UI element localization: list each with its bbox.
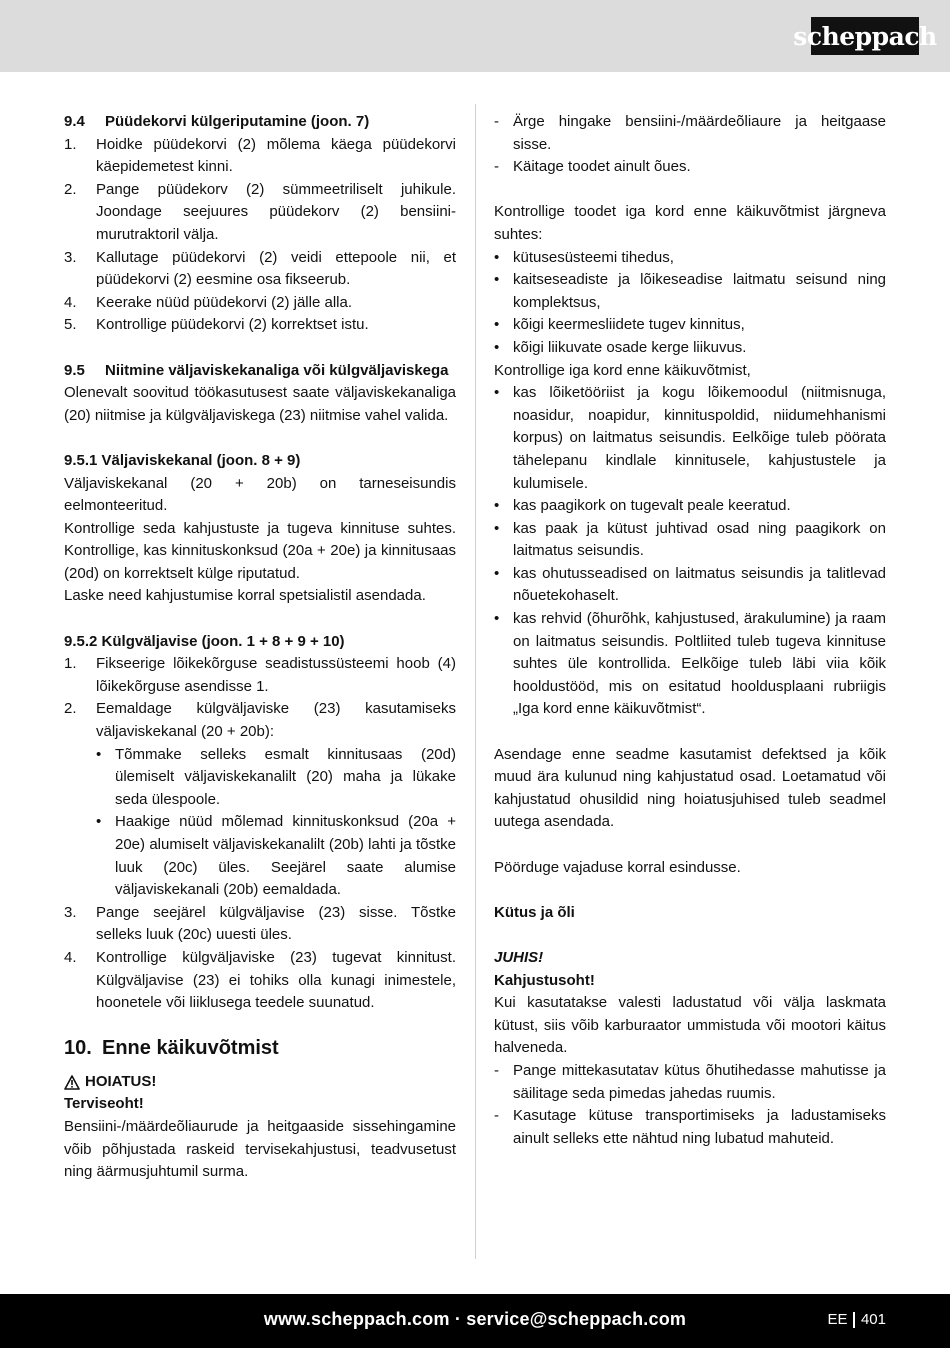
dash-marker: -: [494, 113, 499, 130]
section-heading-9-5-2: 9.5.2 Külgväljavise (joon. 1 + 8 + 9 + 10): [64, 632, 345, 650]
item-number: 1.: [64, 135, 77, 153]
section-number: 9.5: [64, 361, 85, 379]
separator: [853, 1312, 855, 1328]
item-text: kas paagikork on tugevalt peale keeratud.: [513, 497, 791, 515]
item-text: Pange mittekasutatav kütus õhutihedasse mahutisse ja säilitage seda pimedas jahedas ruumis.: [513, 1061, 886, 1102]
brand-logo: [793, 17, 937, 55]
warning-subtitle: Terviseoht!: [64, 1095, 144, 1113]
item-text: Pange püüdekorv (2) sümmeetriliselt juhikule. Joondage seejuures püüdekorv (2) bensiini-murutraktoril välja.: [96, 180, 456, 243]
item-text: kaitseseadiste ja lõikeseadise laitmatu seisund ning komplektsus,: [513, 271, 886, 311]
list-item: [64, 179, 456, 247]
item-text: kas lõiketööriist ja kogu lõikemoodul (niitmisnuga, noasidur, noapidur, kinnituspoldid, niidumehhanismi korpus) on laitmatus seisundis. Eelkõige tuleb pöörata tähelepanu kindlale kinnitusele, kahjustustele ja kulumisele.: [513, 384, 886, 492]
item-number: 4.: [64, 948, 77, 966]
item-number: 1.: [64, 655, 77, 673]
dash-item: [494, 1060, 886, 1105]
item-text: Tõmmake selleks esmalt kinnitusaas (20d) ülemiselt väljaviskekanalilt (20) maha ja lükake seda ülespoole.: [115, 745, 456, 808]
footer-bar: [0, 1294, 950, 1348]
list-item: [64, 902, 456, 947]
bullet: •: [494, 610, 500, 628]
item-text: Fikseerige lõikekõrguse seadistussüsteemi hoob (4) lõikekõrguse asendisse 1.: [96, 655, 456, 695]
paragraph: Kontrollige seda kahjustuste ja tugeva kinnituse suhtes. Kontrollige, kas kinnituskonksud (20a + 20e) ja kinnitusaas (20d) on korrektselt külge riputatud.: [64, 519, 456, 582]
chapter-heading-10: [64, 1035, 456, 1061]
bullet-item: [494, 337, 886, 360]
item-text: Hoidke püüdekorvi (2) mõlema käega püüdekorvi käepidemetest kinni.: [96, 135, 456, 176]
dash-marker: -: [494, 158, 499, 176]
item-text: Keerake nüüd püüdekorvi (2) jälle alla.: [96, 293, 352, 311]
bullet-item: [494, 269, 886, 314]
warning-text: Bensiini-/määrdeõliaurude ja heitgaaside sissehingamine võib põhjustada raskeid tervisekahjustusi, teadvusetust ning äärmusjuhtumil surma.: [64, 1117, 456, 1181]
note-subtitle: Kahjustusoht!: [494, 971, 595, 989]
section-heading-9-4: [64, 111, 456, 134]
list-item: [64, 314, 456, 337]
bullet-item: [494, 608, 886, 721]
bullet-item: [494, 382, 886, 495]
section-heading-9-5: [64, 360, 456, 383]
item-text: kas rehvid (õhurõhk, kahjustused, ärakulumine) ja raam on laitmatus seisundis. Poltliited tuleb tugeva kinnituse suhtes üle kontrollida. Eelkõige tuleb läbi viia kõik hooldustööd, mis on esitatud hooldusplaani rubriigis „Iga kord enne käikuvõtmist“.: [513, 610, 886, 718]
bullet: •: [494, 497, 500, 515]
bullet-item: [494, 518, 886, 563]
bullet: •: [494, 316, 500, 334]
sub-list-item: [64, 744, 456, 812]
dash-item: [494, 1105, 886, 1150]
paragraph: Kontrollige toodet iga kord enne käikuvõtmist järgneva suhtes:: [494, 203, 886, 243]
bullet-item: [494, 563, 886, 608]
section-heading-fuel: Kütus ja õli: [494, 903, 575, 921]
item-text: Kasutage kütuse transportimiseks ja ladustamiseks ainult selleks ette nähtud ning lubatud mahuteid.: [513, 1107, 886, 1147]
paragraph: Kontrollige iga kord enne käikuvõtmist,: [494, 361, 751, 379]
paragraph: Kui kasutatakse valesti ladustatud või välja laskmata kütust, siis võib karburaator ummistuda või mootori käitus halveneda.: [494, 994, 886, 1057]
item-text: kas ohutusseadised on laitmatus seisundis ja talitlevad nõuetekohaselt.: [513, 564, 886, 605]
column-divider: [475, 104, 476, 1259]
item-number: 4.: [64, 293, 77, 311]
bullet: •: [494, 519, 500, 537]
section-number: 9.4: [64, 113, 85, 130]
item-number: 3.: [64, 903, 77, 921]
item-text: kütusesüsteemi tihedus,: [513, 248, 674, 266]
bullet: •: [494, 564, 500, 582]
page-number: 401: [860, 1311, 886, 1328]
bullet: •: [494, 248, 500, 266]
left-column: [64, 111, 456, 1184]
list-item: [64, 653, 456, 698]
list-item: [64, 947, 456, 1015]
paragraph: Pöörduge vajaduse korral esindusse.: [494, 858, 741, 876]
item-text: Eemaldage külgväljaviske (23) kasutamiseks väljaviskekanal (20 + 20b):: [96, 700, 456, 741]
item-number: 5.: [64, 316, 77, 334]
list-item: [64, 292, 456, 315]
sub-list-item: [64, 811, 456, 901]
item-text: Pange seejärel külgväljavise (23) sisse. Tõstke selleks luuk (20c) uuesti üles.: [96, 903, 456, 944]
bullet: •: [494, 384, 500, 402]
bullet: •: [494, 338, 500, 356]
brand-logo-text: scheppach: [793, 21, 937, 51]
section-title: Püüdekorvi külgeriputamine (joon. 7): [105, 113, 370, 130]
paragraph: Laske need kahjustumise korral spetsialistil asendada.: [64, 587, 426, 605]
bullet-item: [494, 495, 886, 518]
item-number: 2.: [64, 700, 77, 718]
dash-item: [494, 156, 886, 179]
paragraph: Asendage enne seadme kasutamist defektsed ja kõik muud ära kulunud ning kahjustatud osad. Loetamatud või kahjustatud ohusildid ning hoiatusjuhised tuleb seadmel uutega asendada.: [494, 745, 886, 831]
item-text: Haakige nüüd mõlemad kinnituskonksud (20a + 20e) alumiselt väljaviskekanalilt (20b) lahti ja tõstke luuk (20c) üles. Seejärel saate alumise väljaviskekanali (20b) eemaldada.: [115, 813, 456, 899]
list-item: [64, 698, 456, 743]
chapter-number: 10.: [64, 1036, 92, 1059]
item-text: kas paak ja kütust juhtivad osad ning paagikork on laitmatus seisundis.: [513, 519, 886, 560]
item-text: Ärge hingake bensiini-/määrdeõliaure ja heitgaase sisse.: [513, 113, 886, 153]
warning-label: HOIATUS!: [85, 1072, 157, 1090]
list-item: [64, 247, 456, 292]
bullet: •: [96, 813, 102, 831]
item-number: 3.: [64, 248, 77, 266]
language-code: EE: [827, 1311, 848, 1328]
item-text: kõigi keermesliidete tugev kinnitus,: [513, 316, 745, 334]
item-text: Käitage toodet ainult õues.: [513, 158, 691, 176]
warning-triangle-icon: [64, 1075, 80, 1090]
note-label: JUHIS!: [494, 948, 544, 966]
list-item: [64, 134, 456, 179]
bullet: •: [494, 271, 500, 289]
chapter-title: Enne käikuvõtmist: [102, 1036, 279, 1059]
item-text: Kontrollige püüdekorvi (2) korrektset istu.: [96, 316, 369, 334]
bullet: •: [96, 745, 102, 763]
header-bar: [0, 0, 950, 72]
dash-marker: -: [494, 1061, 499, 1079]
dash-marker: -: [494, 1107, 499, 1125]
item-text: kõigi liikuvate osade kerge liikuvus.: [513, 338, 747, 356]
paragraph: Olenevalt soovitud töökasutusest saate väljaviskekanaliga (20) niitmise ja külgväljaviskega (23) niitmise vahel valida.: [64, 384, 456, 424]
right-column: [494, 111, 886, 1150]
section-title: Niitmine väljaviskekanaliga või külgväljaviskega: [105, 361, 449, 379]
bullet-item: [494, 314, 886, 337]
item-text: Kallutage püüdekorvi (2) veidi ettepoole nii, et püüdekorvi (2) eesmine osa fikseerub.: [96, 248, 456, 289]
paragraph: Väljaviskekanal (20 + 20b) on tarneseisundis eelmonteeritud.: [64, 474, 456, 515]
bullet-item: [494, 247, 886, 270]
item-number: 2.: [64, 180, 77, 198]
section-heading-9-5-1: 9.5.1 Väljaviskekanal (joon. 8 + 9): [64, 451, 301, 469]
warning-heading: [64, 1071, 456, 1094]
dash-item: [494, 111, 886, 156]
item-text: Kontrollige külgväljaviske (23) tugevat kinnitust. Külgväljavise (23) ei tohiks olla kunagi inimestele, hoonetele või liiklusega teedele suunatud.: [96, 948, 456, 1012]
page-number-block: [827, 1311, 886, 1328]
footer-contact: www.scheppach.com · service@scheppach.com: [263, 1309, 687, 1329]
